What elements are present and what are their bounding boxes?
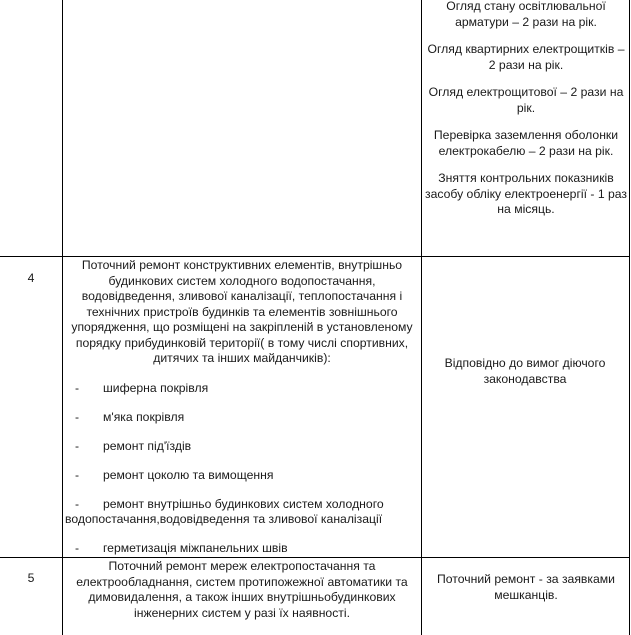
table-border-mid-col <box>421 0 422 635</box>
table-border-left-col <box>62 0 63 635</box>
prev-row-schedule-cell <box>424 0 628 230</box>
bullet-item: - герметизація міжпанельних швів <box>75 541 288 555</box>
schedule-item: Огляд електрощитової – 2 рази на рік. <box>428 85 624 115</box>
bullet-item: - ремонт внутрішньо будинкових систем холодного водопостачання,водовідведення та зливової каналізації <box>65 496 384 526</box>
row-4-intro: Поточний ремонт конструктивних елементів, внутрішньо будинкових систем холодного водопостачання, водовідведення, зливової каналізації, теплопостачання і технічних пристроїв будинків та елементів зовнішнього упорядження, що розміщені на закріпленій в установленому порядку прибудинковій території( в тому числі спортивних, дитячих та інших майданчиків): <box>71 258 413 365</box>
bullet-item: - ремонт під'їздів <box>75 438 192 453</box>
row-4-description <box>65 258 419 570</box>
table-border-right <box>629 0 630 635</box>
schedule-item: Зняття контрольних показників засобу обліку електроенергії - 1 раз на місяць. <box>424 171 628 216</box>
row-divider-4 <box>0 256 630 257</box>
row-4-period: Відповідно до вимог діючого законодавства <box>444 356 606 386</box>
row-5-number: 5 <box>27 571 35 585</box>
schedule-item: Огляд стану освітлювальної арматури – 2 рази на рік. <box>446 0 606 29</box>
bullet-item: - шиферна покрівля <box>75 380 209 395</box>
bullet-item: - ремонт цоколю та вимощення <box>75 467 274 482</box>
row-4-number: 4 <box>27 271 35 285</box>
schedule-item: Огляд квартирних електрощитків – 2 рази на рік. <box>427 42 625 72</box>
row-5-description: Поточний ремонт мереж електропостачання та електрообладнання, систем протипожежної автоматики та димовидалення, а також інших внутрішньобудинкових інженерних систем у разі їх наявності. <box>76 559 408 620</box>
schedule-item: Перевірка заземлення оболонки електрокабелю – 2 рази на рік. <box>433 128 619 158</box>
row-5-period: Поточний ремонт - за заявками мешканців. <box>437 572 615 602</box>
bullet-item: - м'яка покрівля <box>75 409 185 424</box>
